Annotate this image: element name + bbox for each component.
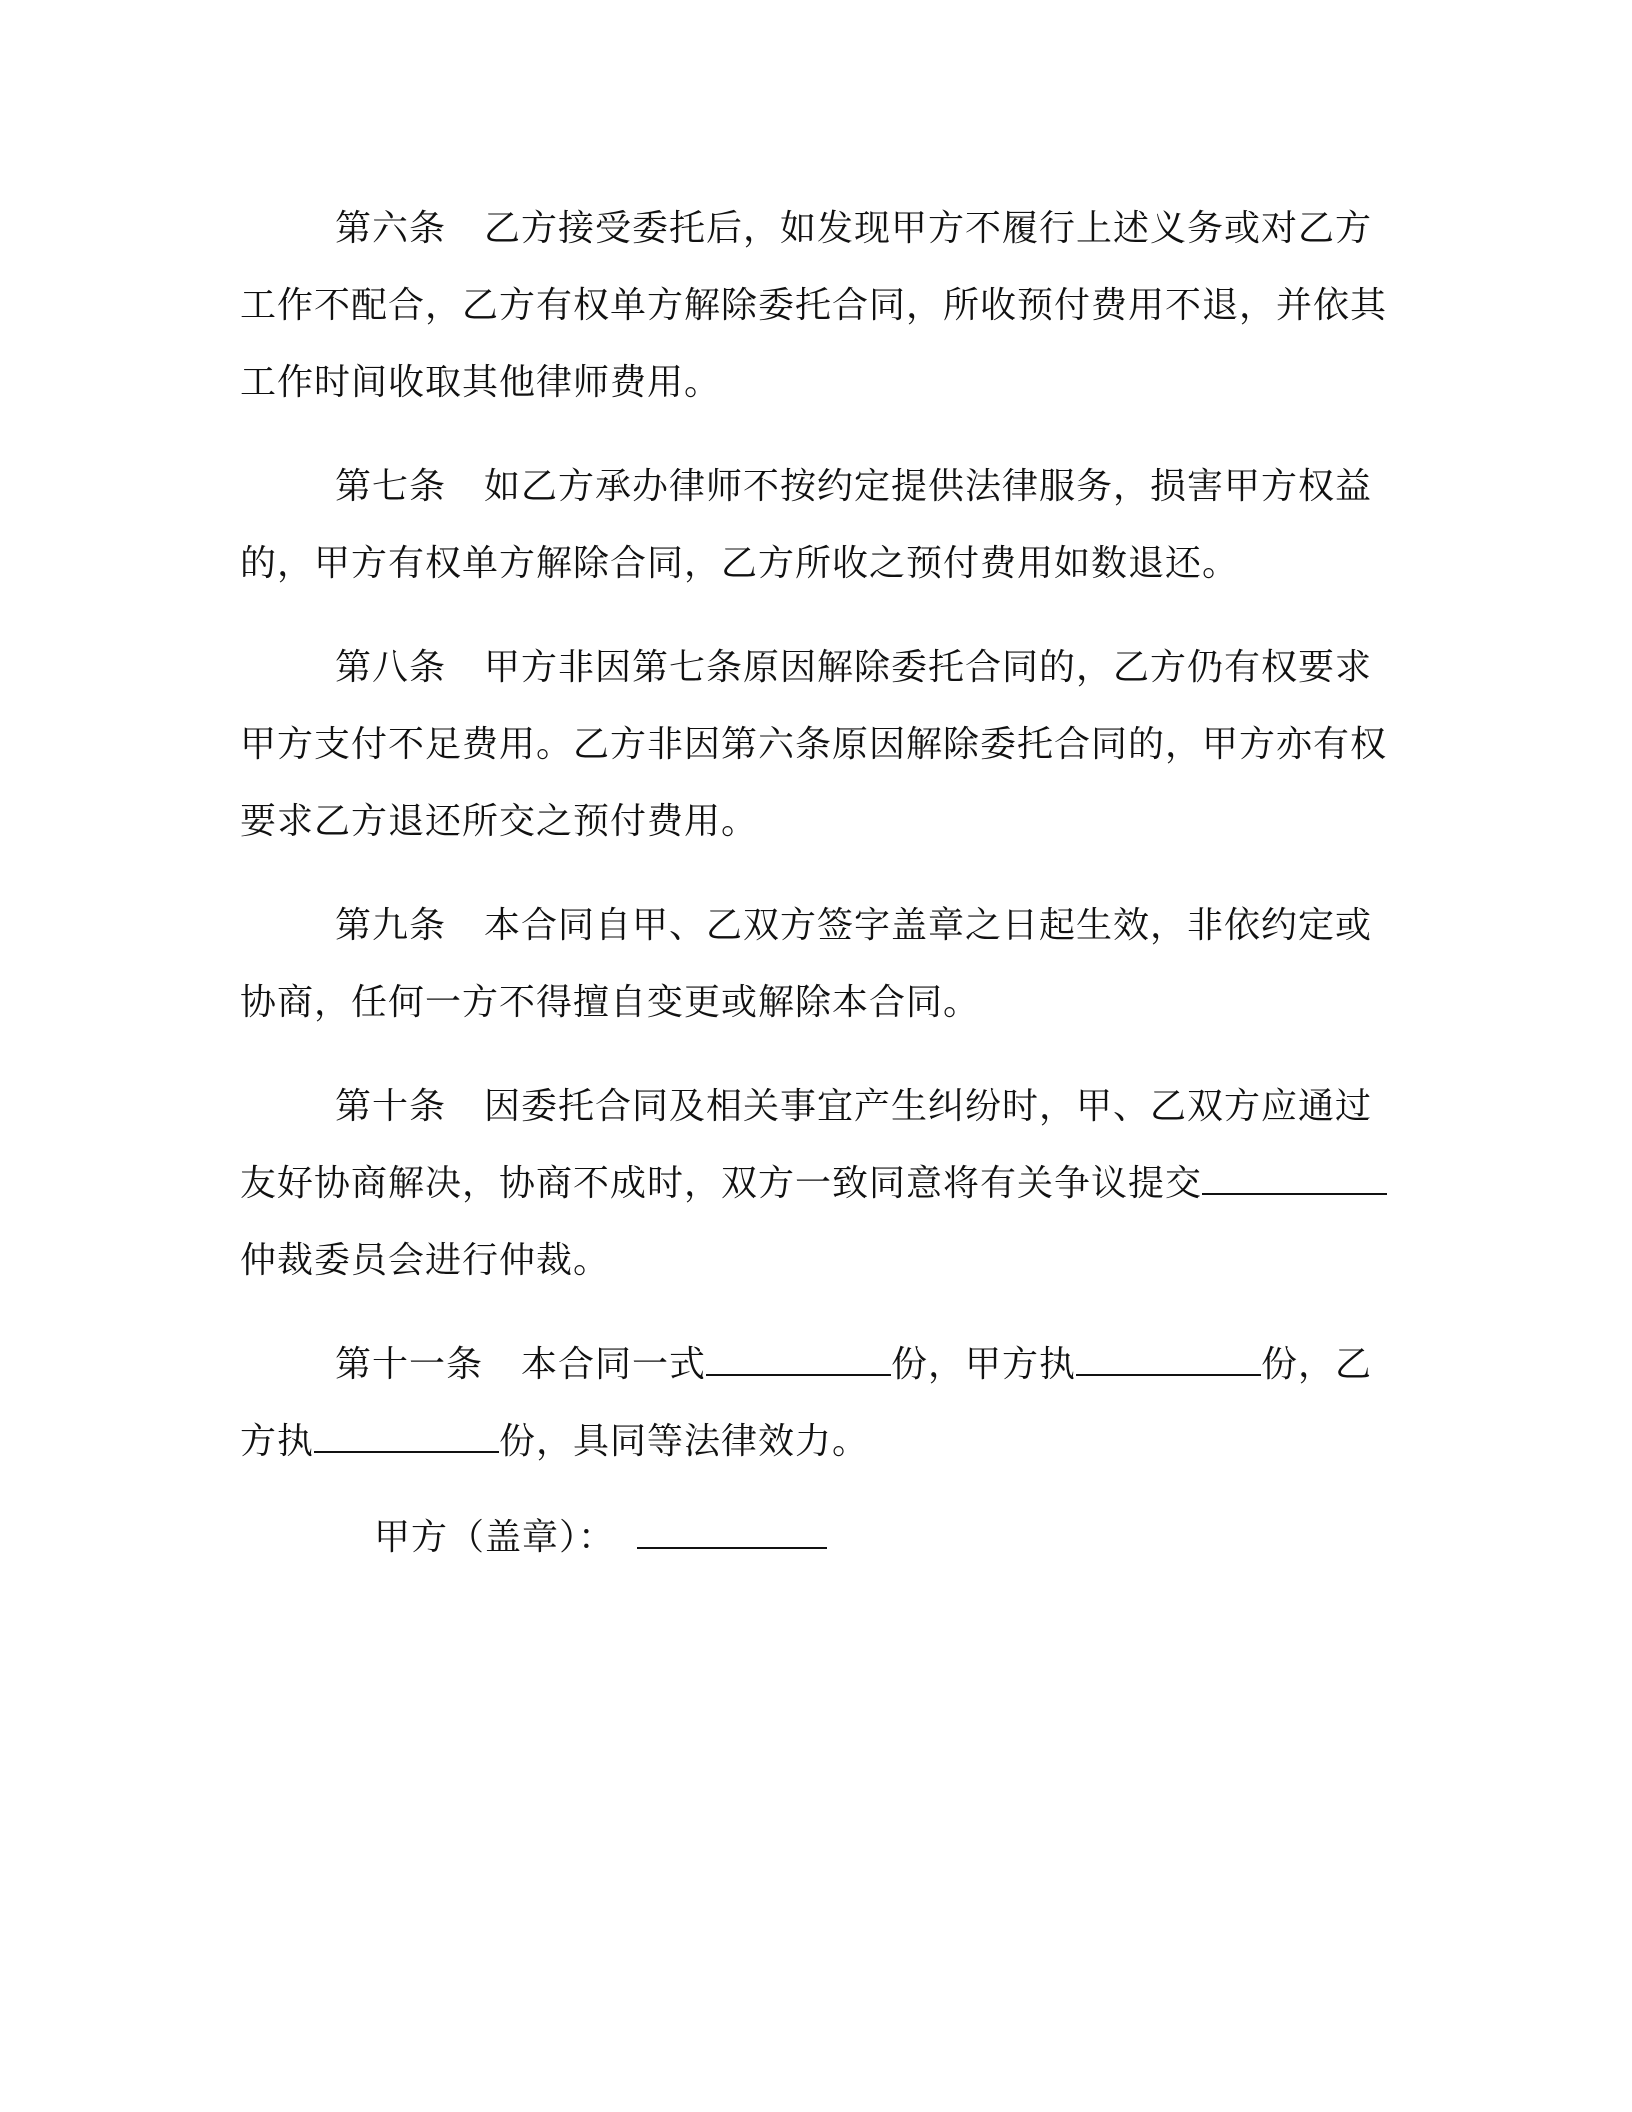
article-text: 份，乙方执 (240, 1344, 1373, 1462)
article-text: 如乙方承办律师不按约定提供法律服务，损害甲方权益的，甲方有权单方解除合同，乙方所收之预付费用如数退还。 (240, 466, 1373, 584)
article-number: 第七条 (335, 466, 447, 507)
article-number: 第八条 (335, 647, 447, 688)
article-text: 甲方非因第七条原因解除委托合同的，乙方仍有权要求甲方支付不足费用。乙方非因第六条原因解除委托合同的，甲方亦有权要求乙方退还所交之预付费用。 (240, 647, 1388, 842)
article-text-tail: 仲裁委员会进行仲裁。 (240, 1240, 611, 1281)
article-text: 份，甲方执 (891, 1344, 1077, 1385)
article-number: 第十一条 (335, 1344, 484, 1385)
contract-body (240, 190, 1390, 1507)
article-text: 本合同一式 (521, 1344, 707, 1385)
article-7 (240, 448, 1390, 602)
article-10 (240, 1068, 1390, 1299)
signature-blank[interactable] (637, 1517, 827, 1549)
party-a-copies-blank[interactable] (1076, 1344, 1261, 1376)
article-text: 乙方接受委托后，如发现甲方不履行上述义务或对乙方工作不配合，乙方有权单方解除委托合同，所收预付费用不退，并依其工作时间收取其他律师费用。 (240, 208, 1388, 403)
article-9 (240, 887, 1390, 1041)
article-number: 第九条 (335, 905, 447, 946)
article-text: 本合同自甲、乙双方签字盖章之日起生效，非依约定或协商，任何一方不得擅自变更或解除本合同。 (240, 905, 1373, 1023)
article-11 (240, 1326, 1390, 1480)
article-text: 因委托合同及相关事宜产生纠纷时，甲、乙双方应通过友好协商解决，协商不成时，双方一致同意将有关争议提交 (240, 1086, 1373, 1204)
party-b-copies-blank[interactable] (314, 1421, 499, 1453)
article-8 (240, 629, 1390, 860)
party-a-signature (374, 1499, 827, 1576)
arbitration-blank[interactable] (1202, 1163, 1387, 1195)
article-6 (240, 190, 1390, 421)
article-number: 第十条 (335, 1086, 447, 1127)
signature-label: 甲方（盖章）： (374, 1517, 616, 1558)
article-text: 份，具同等法律效力。 (499, 1421, 870, 1462)
total-copies-blank[interactable] (706, 1344, 891, 1376)
article-number: 第六条 (335, 208, 447, 249)
